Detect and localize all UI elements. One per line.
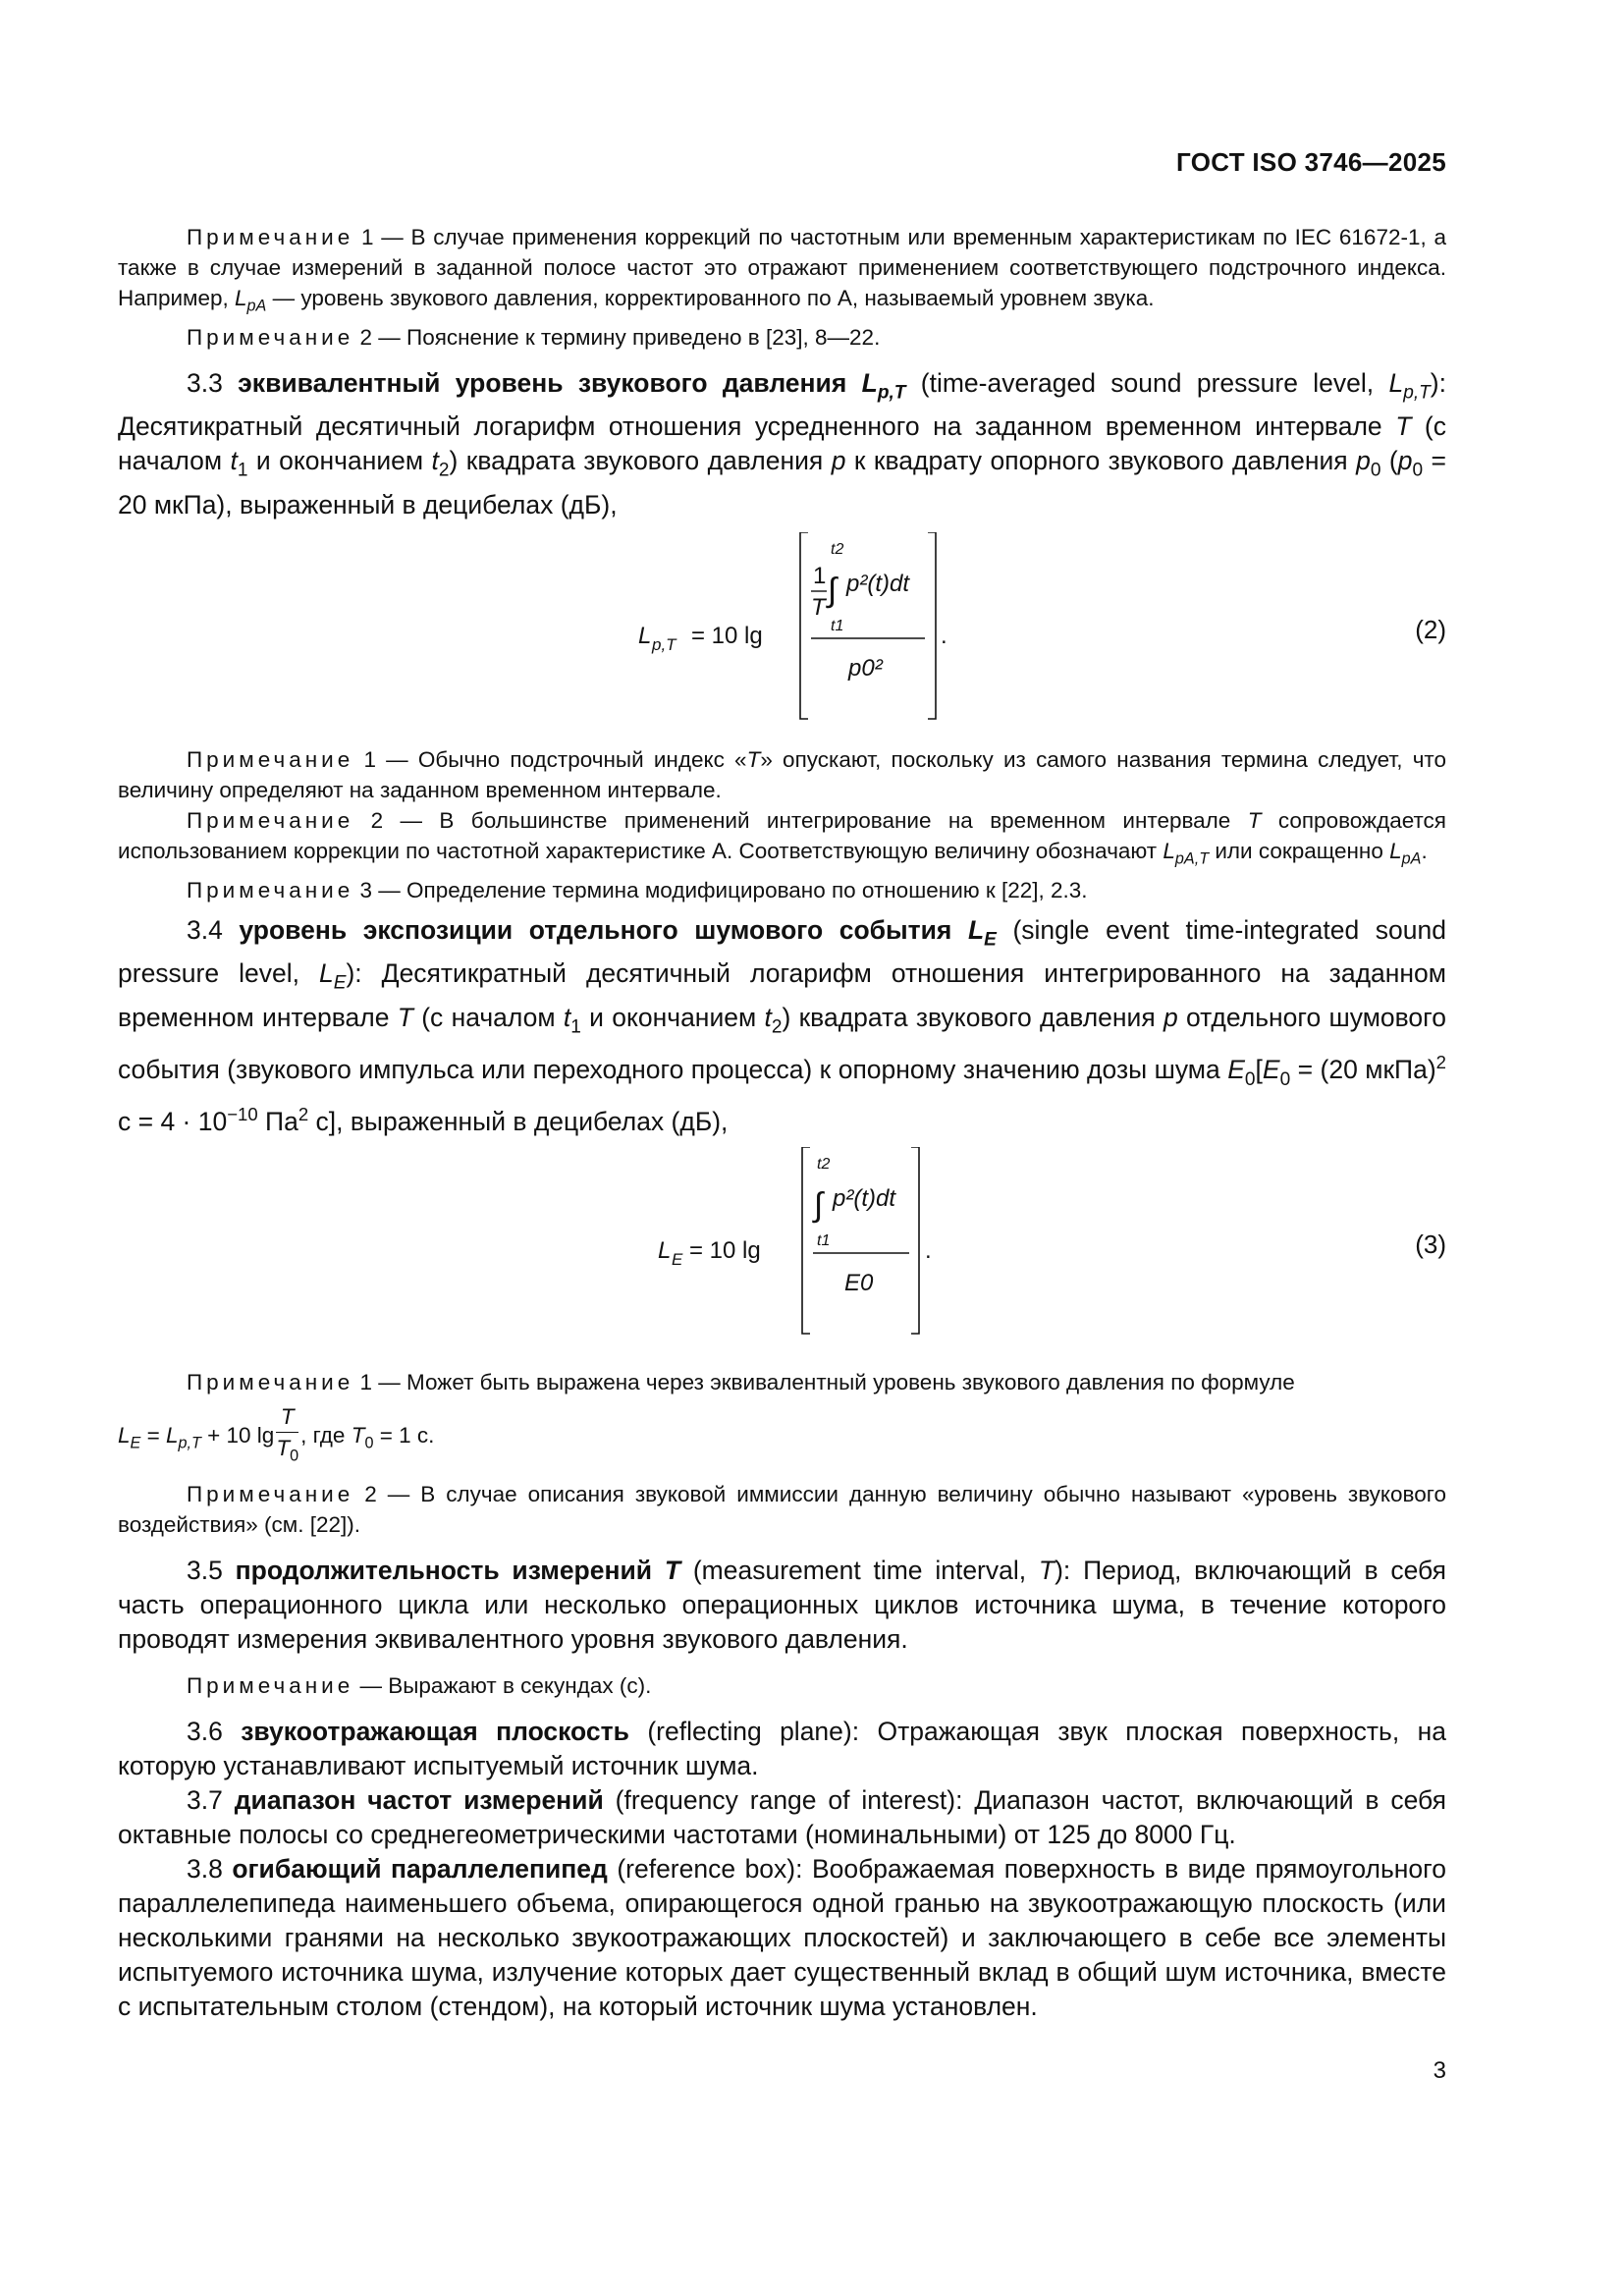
term-name: эквивалентный уровень звукового давления: [238, 367, 847, 398]
note-text: В большинстве применений интегрирование на временном интервале: [422, 808, 1248, 833]
term-3-4: [118, 913, 1446, 1139]
symbol: p: [1163, 1003, 1178, 1032]
term-english: (reference box):: [617, 1854, 803, 1885]
symbol-subscript: pA: [246, 297, 267, 315]
eq-T: T: [811, 594, 826, 621]
note-word: Примечание: [187, 808, 354, 833]
note-label: 1 —: [361, 225, 404, 249]
note-word: Примечание: [187, 1482, 354, 1507]
note-3-4-1-formula: [118, 1401, 1446, 1472]
note-text: — уровень звукового давления, корректированного по А, называемый уровнем звука.: [266, 286, 1155, 310]
symbol-subscript: 1: [237, 461, 248, 481]
eq-one: 1: [813, 563, 827, 589]
symbol: T: [746, 747, 761, 772]
term-number: 3.8: [187, 1854, 223, 1885]
note-3-3-2: [118, 805, 1446, 875]
term-english: (single event time-integrated sound pressure level,: [118, 914, 1446, 989]
definition-text: (: [1380, 446, 1398, 476]
symbol-subscript: 0: [1412, 461, 1424, 481]
definition-text: с], выраженный в децибелах (дБ),: [308, 1106, 729, 1136]
bracket-right: [911, 1147, 919, 1334]
symbol: t: [431, 446, 439, 476]
symbol-subscript: 0: [1244, 1068, 1256, 1090]
term-3-5: [118, 1554, 1446, 1657]
equation-number-3: (3): [1415, 1229, 1446, 1259]
definition-text: Воображаемая поверхность в виде прямоугольного параллелепипеда наименьшего объема, опирающегося одной гранью на звукоотражающую плоскость (или несколькими гранями на несколько звукоотражающих плоскостей) и заключающего в себе все элементы испытуемого источника шума, излучение которых дает существенный вклад в общий шум источника, вместе с испытательным столом (стендом), на который источник шума установлен.: [118, 1854, 1446, 2022]
term-name: продолжительность измерений: [235, 1556, 653, 1586]
note-3-3-3: [118, 875, 1446, 905]
note-text: В случае описания звуковой иммиссии данную величину обычно называют «уровень звукового воздействия» (см. [22]).: [118, 1482, 1446, 1538]
note-word: Примечание: [187, 747, 354, 772]
eq-lhs-sub: p,T: [652, 635, 676, 654]
term-number: 3.7: [187, 1785, 223, 1816]
note-text: Пояснение к термину приведено в [23], 8—22.: [400, 324, 881, 350]
fraction-numerator: T: [276, 1401, 298, 1433]
formula-text: =: [140, 1422, 166, 1448]
equation-number-2: (2): [1415, 615, 1446, 644]
formula-3: [118, 1147, 1446, 1343]
eq-lhs-sub: E: [672, 1249, 683, 1269]
definition-text: = 20 мкПа), выраженный в децибелах (дБ),: [118, 446, 1447, 519]
symbol: L: [118, 1422, 131, 1448]
symbol: t: [764, 1003, 772, 1032]
note-3-4-1: [118, 1367, 1446, 1397]
term-english: (time-averaged sound pressure level,: [920, 367, 1389, 398]
symbol: T: [1247, 808, 1262, 833]
term-english-close: ):: [1055, 1556, 1071, 1586]
note-3-3-1: [118, 744, 1446, 805]
term-symbol: L: [861, 367, 878, 398]
symbol-subscript: 1: [570, 1016, 581, 1038]
symbol-subscript: 2: [771, 1016, 783, 1038]
symbol: t: [230, 446, 238, 476]
note-text: или сокращенно: [1209, 839, 1390, 863]
symbol: L: [165, 1422, 179, 1448]
symbol: T: [1395, 411, 1412, 442]
eq-equals: = 10 lg: [689, 1236, 761, 1264]
formula-text: + 10 lg: [200, 1422, 275, 1448]
definition-text: ) квадрата звукового давления: [782, 1003, 1163, 1032]
symbol: T: [397, 1003, 413, 1032]
note-label: 2 —: [364, 1482, 410, 1507]
note-text: — Выражают в секундах (с).: [353, 1673, 652, 1699]
note-text: Определение термина модифицировано по отношению к [22], 2.3.: [400, 877, 1088, 902]
inline-fraction: [276, 1401, 298, 1472]
note-text: .: [1421, 839, 1428, 863]
symbol: p: [831, 446, 846, 476]
eq-denominator: p0²: [848, 655, 883, 682]
term-english: (measurement time interval,: [692, 1556, 1039, 1586]
note-label: 3 —: [359, 877, 401, 902]
definition-text: и окончанием: [247, 446, 432, 476]
note-text: » опускают, поскольку из самого названия термина следует, что величину определяют на заданном временном интервале.: [118, 747, 1446, 802]
symbol: E: [1262, 1054, 1280, 1084]
note-label: 1 —: [363, 747, 408, 772]
term-3-3: [118, 366, 1446, 522]
term-symbol-subscript: E: [984, 929, 997, 951]
eq-lhs: L: [638, 623, 652, 649]
term-number: 3.3: [187, 367, 223, 398]
symbol: t: [563, 1003, 571, 1032]
definition-text: Период, включающий в себя часть операционного цикла или несколько операционных циклов источника шума, в течение которого проводят измерения эквивалентного уровня звукового давления.: [118, 1556, 1446, 1655]
symbol: L: [318, 958, 334, 989]
note-text: В случае применения коррекций по частотным или временным характеристикам по IEC 61672-1, а также в случае измерений в заданной полосе частот это отражают применением соответствующего подстрочного индекса. Например,: [118, 225, 1446, 310]
symbol: p: [1397, 446, 1413, 476]
symbol: L: [1163, 839, 1175, 863]
definition-text: Отражающая звук плоская поверхность, на которую устанавливают испытуемый источник шума.: [118, 1717, 1446, 1781]
eq-integrand: p²(t)dt: [833, 1184, 896, 1212]
symbol-subscript: pA,T: [1174, 849, 1210, 868]
symbol-subscript: 0: [364, 1434, 374, 1452]
note-label: 2 —: [359, 324, 401, 350]
term-number: 3.4: [187, 914, 223, 945]
note-text: сопровождается использованием коррекции по частотной характеристике А. Соответствующую величину обозначают: [118, 808, 1446, 863]
eq-denominator: E0: [844, 1269, 874, 1296]
term-symbol-subscript: p,T: [877, 382, 906, 404]
note-3-2-1: [118, 222, 1446, 322]
eq-lower-limit: t1: [817, 1231, 831, 1249]
term-name: диапазон частот измерений: [234, 1785, 604, 1816]
definition-text: Диапазон частот, включающий в себя октавные полосы со среднегеометрическими частотами (номинальными) от 125 до 8000 Гц.: [118, 1785, 1446, 1850]
note-3-5: [118, 1670, 1446, 1701]
term-3-7: [118, 1783, 1446, 1852]
formula-2-expression: [628, 532, 1080, 729]
symbol: T: [276, 1435, 291, 1460]
term-english: (frequency range of interest):: [615, 1785, 963, 1816]
definition-text: и окончанием: [580, 1003, 765, 1032]
term-3-8: [118, 1852, 1446, 2024]
symbol: T: [1038, 1556, 1055, 1586]
integral-sign: ∫: [814, 1185, 824, 1224]
symbol: E: [1227, 1054, 1245, 1084]
note-3-4-2: [118, 1479, 1446, 1540]
eq-dot: .: [941, 623, 947, 649]
term-name: огибающий параллелепипед: [232, 1854, 608, 1885]
document-header: ГОСТ ISO 3746—2025: [1176, 147, 1446, 177]
fraction-denominator: [276, 1433, 298, 1472]
formula-3-expression: [648, 1147, 1060, 1343]
symbol-subscript: E: [333, 973, 347, 994]
definition-text: [: [1255, 1054, 1263, 1084]
term-number: 3.5: [187, 1556, 223, 1586]
eq-upper-limit: t2: [831, 541, 844, 558]
definition-text: Десятикратный десятичный логарифм отношения интегрированного на заданном временном интервале: [118, 958, 1446, 1032]
definition-text: с = 4 · 10: [118, 1106, 228, 1136]
eq-dot: .: [925, 1236, 932, 1264]
page-content: [118, 222, 1446, 2024]
symbol: T: [351, 1422, 365, 1448]
note-word: Примечание: [187, 225, 354, 249]
definition-text: = (20 мкПа): [1290, 1054, 1436, 1084]
term-english-close: ):: [1430, 367, 1446, 398]
term-english: (reflecting plane):: [647, 1717, 860, 1747]
integral-sign: ∫: [828, 572, 838, 609]
formula-text: , где: [300, 1422, 352, 1448]
definition-text: ) квадрата звукового давления: [449, 446, 832, 476]
symbol: L: [1389, 839, 1402, 863]
note-word: Примечание: [187, 324, 354, 350]
definition-text: к квадрату опорного звукового давления: [845, 446, 1357, 476]
eq-lhs: L: [658, 1236, 672, 1264]
eq-lower-limit: t1: [831, 618, 844, 634]
definition-text: Десятикратный десятичный логарифм отношения усредненного на заданном временном интервале: [118, 411, 1396, 442]
eq-integrand: p²(t)dt: [846, 571, 910, 597]
definition-text: отдельного шумового события (звукового импульса или переходного процесса) к опорному значению дозы шума: [118, 1003, 1446, 1084]
bracket-right: [928, 532, 936, 719]
note-word: Примечание: [187, 877, 354, 902]
note-3-2-2: [118, 322, 1446, 353]
note-text: Может быть выражена через эквивалентный уровень звукового давления по формуле: [400, 1369, 1295, 1394]
term-3-6: [118, 1715, 1446, 1783]
formula-text: = 1 с.: [373, 1422, 435, 1448]
symbol: p: [1356, 446, 1371, 476]
symbol: L: [1388, 367, 1404, 398]
bracket-left: [802, 1147, 810, 1334]
symbol: L: [235, 286, 247, 310]
note-word: Примечание: [187, 1673, 354, 1699]
superscript: 2: [1435, 1051, 1446, 1072]
symbol-subscript: 0: [1370, 461, 1381, 481]
page-number: 3: [1433, 2057, 1446, 2084]
superscript: 2: [298, 1103, 309, 1124]
term-symbol: L: [967, 914, 985, 945]
note-label: 2 —: [370, 808, 423, 833]
formula-2: [118, 532, 1446, 729]
definition-text: (с началом: [412, 1003, 564, 1032]
term-symbol: T: [664, 1556, 681, 1586]
symbol-subscript: 2: [438, 461, 450, 481]
superscript: −10: [227, 1103, 258, 1124]
term-english-close: ):: [346, 958, 362, 989]
eq-equals: = 10 lg: [691, 623, 763, 649]
term-number: 3.6: [187, 1717, 223, 1747]
symbol-subscript: 0: [1279, 1068, 1291, 1090]
symbol-subscript: p,T: [1403, 382, 1431, 404]
symbol-subscript: 0: [290, 1447, 299, 1465]
note-word: Примечание: [187, 1369, 354, 1394]
bracket-left: [800, 532, 808, 719]
definition-text: (с началом: [118, 411, 1447, 476]
term-name: звукоотражающая плоскость: [241, 1717, 629, 1747]
symbol-subscript: p,T: [178, 1434, 201, 1452]
symbol-subscript: E: [130, 1434, 141, 1452]
note-label: 1 —: [359, 1369, 401, 1394]
eq-upper-limit: t2: [817, 1155, 831, 1173]
term-name: уровень экспозиции отдельного шумового события: [239, 914, 952, 945]
symbol-subscript: pA: [1401, 849, 1422, 868]
note-text: Обычно подстрочный индекс «: [407, 747, 747, 772]
definition-text: Па: [257, 1106, 298, 1136]
